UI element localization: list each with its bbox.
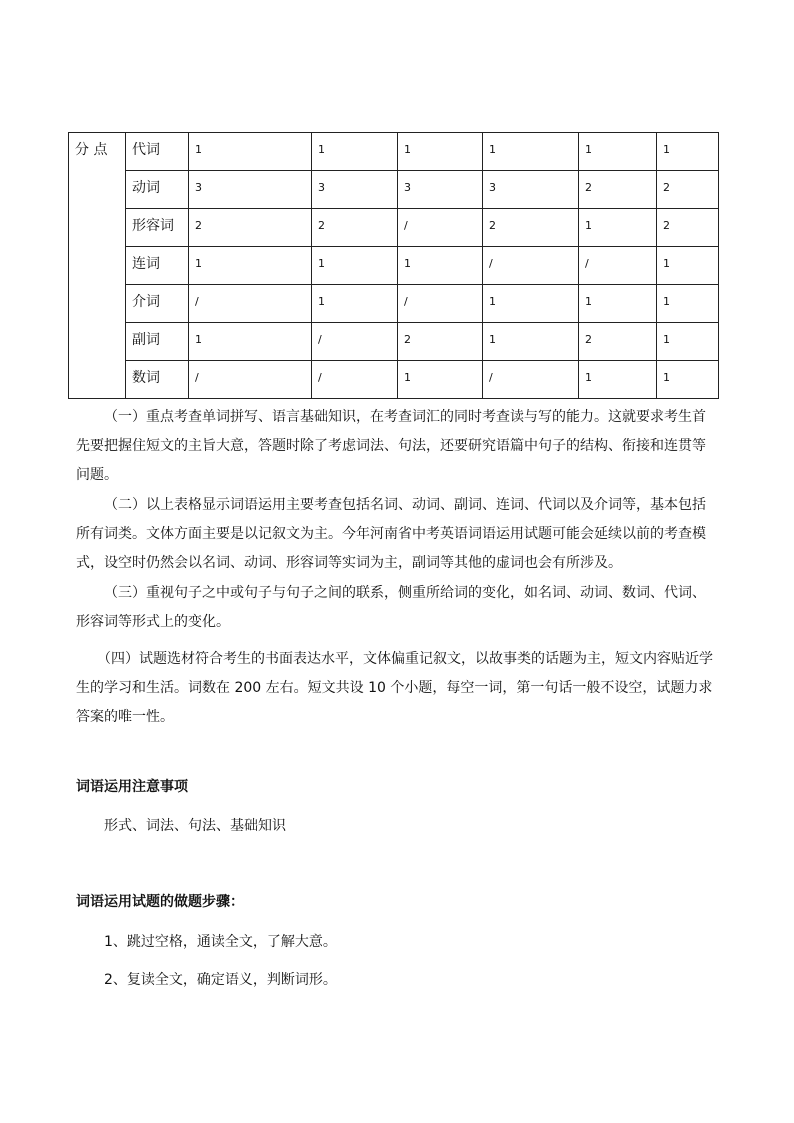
score-cell: /: [312, 323, 398, 361]
score-cell: /: [483, 361, 579, 399]
table-row: [69, 133, 719, 171]
score-cell: 1: [312, 247, 398, 285]
steps-heading: 词语运用试题的做题步骤：: [76, 894, 244, 910]
score-cell: 1: [483, 323, 579, 361]
score-cell: 1: [657, 247, 719, 285]
group-label: 分 点: [69, 133, 126, 399]
score-cell: /: [483, 247, 579, 285]
score-cell: 2: [312, 209, 398, 247]
paragraph-1: （一）重点考查单词拼写、语言基础知识，在考查词汇的同时考查读与写的能力。这就要求考生首先要把握住短文的主旨大意，答题时除了考虑词法、句法，还要研究语篇中句子的结构、衔接和连贯等问题。: [76, 409, 706, 483]
table-row: [69, 247, 719, 285]
score-cell: 3: [483, 171, 579, 209]
part-of-speech-cell: 形容词: [126, 209, 189, 247]
score-cell: 2: [483, 209, 579, 247]
score-cell: /: [579, 247, 657, 285]
score-cell: 1: [483, 285, 579, 323]
score-cell: 1: [657, 133, 719, 171]
part-of-speech-cell: 副词: [126, 323, 189, 361]
score-cell: /: [189, 285, 312, 323]
part-of-speech-cell: 动词: [126, 171, 189, 209]
table-row: [69, 171, 719, 209]
score-cell: 1: [657, 361, 719, 399]
score-cell: 1: [579, 361, 657, 399]
step-2: 2、复读全文，确定语义，判断词形。: [104, 972, 337, 988]
score-cell: 2: [189, 209, 312, 247]
score-cell: 1: [579, 209, 657, 247]
score-cell: 1: [579, 285, 657, 323]
notes-content: 形式、词法、句法、基础知识: [104, 818, 286, 834]
score-cell: 1: [312, 133, 398, 171]
paragraph-2: （二）以上表格显示词语运用主要考查包括名词、动词、副词、连词、代词以及介词等，基本包括所有词类。文体方面主要是以记叙文为主。今年河南省中考英语词语运用试题可能会延续以前的考查模式，设空时仍然会以名词、动词、形容词等实词为主，副词等其他的虚词也会有所涉及。: [76, 497, 706, 571]
table-row: [69, 323, 719, 361]
score-cell: 1: [398, 247, 483, 285]
part-of-speech-cell: 代词: [126, 133, 189, 171]
score-cell: 2: [657, 209, 719, 247]
score-cell: 1: [189, 247, 312, 285]
score-cell: /: [398, 209, 483, 247]
part-of-speech-cell: 介词: [126, 285, 189, 323]
paragraph-4: （四）试题选材符合考生的书面表达水平，文体偏重记叙文，以故事类的话题为主，短文内容贴近学生的学习和生活。词数在 200 左右。短文共设 10 个小题，每空一词，第一句话一般不设空，试题力求答案的唯一性。: [76, 651, 713, 725]
score-cell: /: [398, 285, 483, 323]
table-row: [69, 285, 719, 323]
score-cell: 1: [398, 133, 483, 171]
score-cell: 2: [579, 323, 657, 361]
score-cell: 2: [579, 171, 657, 209]
paragraph-3: （三）重视句子之中或句子与句子之间的联系，侧重所给词的变化，如名词、动词、数词、代词、形容词等形式上的变化。: [76, 585, 706, 630]
score-cell: 1: [189, 323, 312, 361]
score-cell: /: [312, 361, 398, 399]
score-cell: 1: [657, 285, 719, 323]
score-cell: 2: [657, 171, 719, 209]
score-cell: 3: [398, 171, 483, 209]
score-cell: /: [189, 361, 312, 399]
score-cell: 3: [312, 171, 398, 209]
score-table: [68, 132, 719, 399]
step-1: 1、跳过空格，通读全文，了解大意。: [104, 934, 337, 950]
part-of-speech-cell: 连词: [126, 247, 189, 285]
notes-heading: 词语运用注意事项: [76, 779, 188, 795]
score-cell: 1: [657, 323, 719, 361]
score-cell: 1: [398, 361, 483, 399]
score-cell: 1: [483, 133, 579, 171]
score-cell: 1: [579, 133, 657, 171]
score-cell: 2: [398, 323, 483, 361]
table-row: [69, 209, 719, 247]
score-cell: 1: [189, 133, 312, 171]
score-cell: 3: [189, 171, 312, 209]
score-cell: 1: [312, 285, 398, 323]
table-row: [69, 361, 719, 399]
part-of-speech-cell: 数词: [126, 361, 189, 399]
